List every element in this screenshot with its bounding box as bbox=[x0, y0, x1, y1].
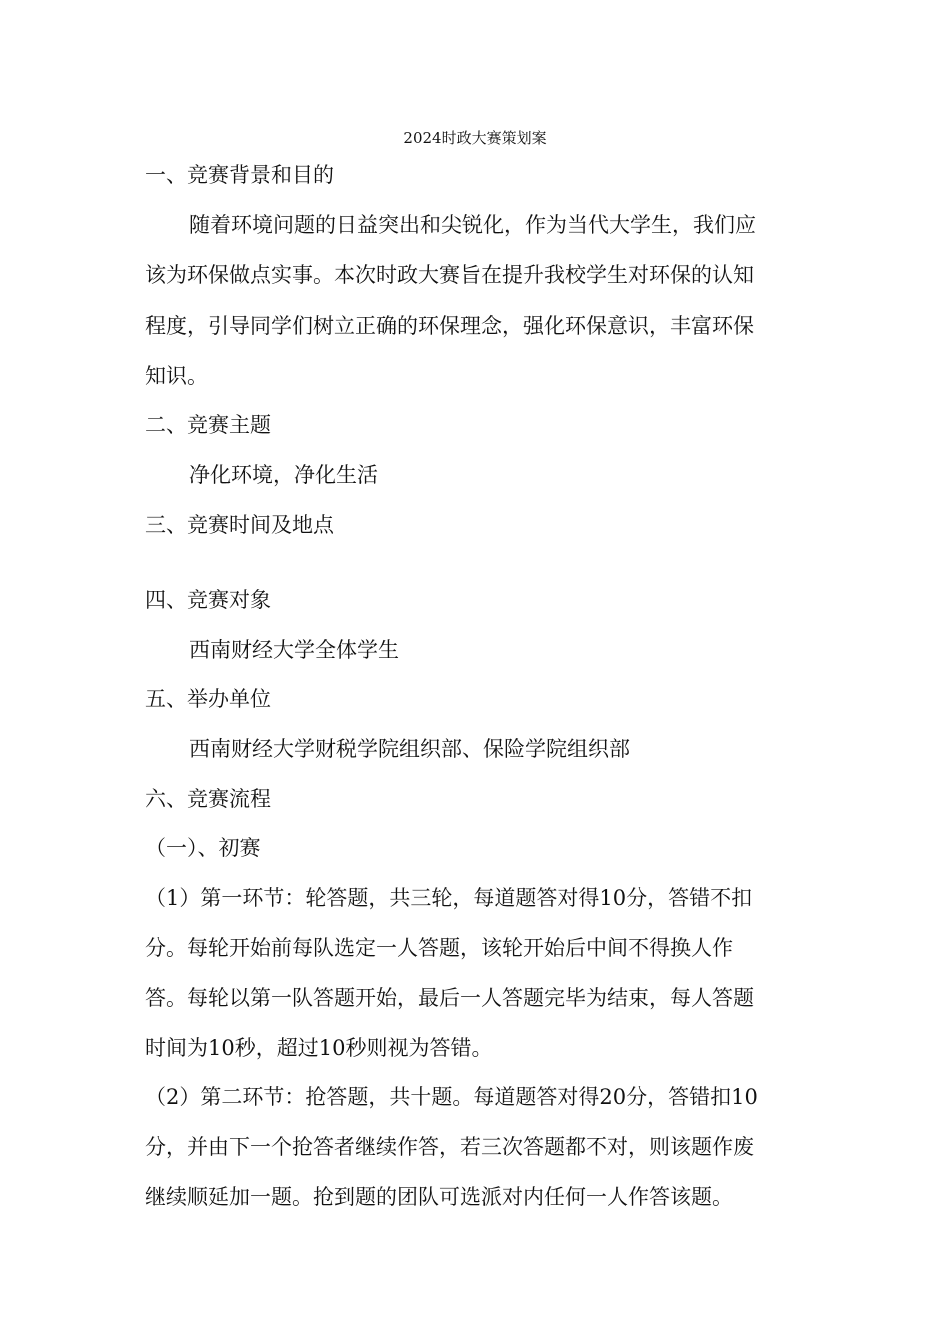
section-heading-background: 一、竞赛背景和目的 bbox=[145, 163, 334, 187]
paragraph-line: 程度，引导同学们树立正确的环保理念，强化环保意识，丰富环保 bbox=[145, 314, 754, 338]
section-heading-process: 六、竞赛流程 bbox=[145, 787, 271, 811]
paragraph-line: 西南财经大学财税学院组织部、保险学院组织部 bbox=[189, 737, 630, 761]
paragraph-line: 知识。 bbox=[145, 364, 208, 388]
paragraph-line: 分。每轮开始前每队选定一人答题，该轮开始后中间不得换人作 bbox=[145, 936, 733, 960]
paragraph-line: （2）第二环节：抢答题，共十题。每道题答对得20分，答错扣10 bbox=[145, 1085, 758, 1109]
paragraph-line: 西南财经大学全体学生 bbox=[189, 638, 399, 662]
subsection-heading-preliminary: （一）、初赛 bbox=[145, 836, 261, 860]
paragraph-line: 继续顺延加一题。抢到题的团队可选派对内任何一人作答该题。 bbox=[145, 1185, 733, 1209]
section-heading-theme: 二、竞赛主题 bbox=[145, 413, 271, 437]
section-heading-organizer: 五、举办单位 bbox=[145, 687, 271, 711]
paragraph-line: 净化环境，净化生活 bbox=[189, 463, 378, 487]
paragraph-line: 答。每轮以第一队答题开始，最后一人答题完毕为结束，每人答题 bbox=[145, 986, 754, 1010]
paragraph-line: 该为环保做点实事。本次时政大赛旨在提升我校学生对环保的认知 bbox=[145, 263, 754, 287]
document-title: 2024时政大赛策划案 bbox=[403, 129, 547, 147]
section-heading-participants: 四、竞赛对象 bbox=[145, 588, 271, 612]
paragraph-line: 随着环境问题的日益突出和尖锐化，作为当代大学生，我们应 bbox=[189, 213, 756, 237]
paragraph-line: （1）第一环节：轮答题，共三轮，每道题答对得10分，答错不扣 bbox=[145, 886, 753, 910]
section-heading-time-place: 三、竞赛时间及地点 bbox=[145, 513, 334, 537]
paragraph-line: 时间为10秒，超过10秒则视为答错。 bbox=[145, 1036, 493, 1060]
paragraph-line: 分，并由下一个抢答者继续作答，若三次答题都不对，则该题作废 bbox=[145, 1135, 754, 1159]
